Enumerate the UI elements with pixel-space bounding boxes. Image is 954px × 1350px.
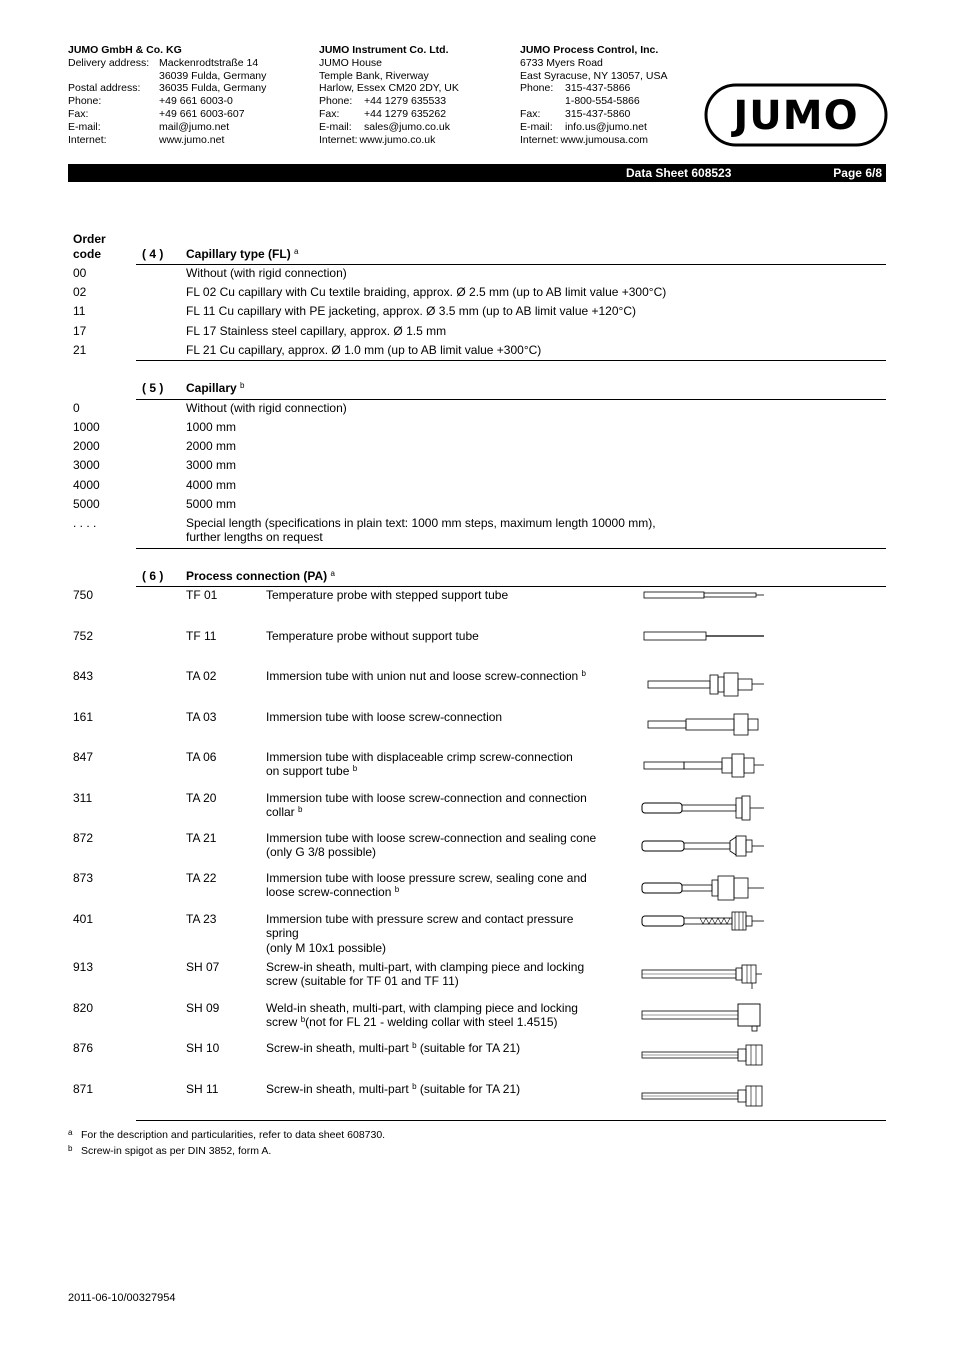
order-code: 311 <box>73 791 93 805</box>
option-text-cont: further lengths on request <box>186 530 323 544</box>
option-text: FL 02 Cu capillary with Cu textile braiding, approx. Ø 2.5 mm (up to AB limit value +300°C) <box>186 285 667 299</box>
section-number: ( 5 ) <box>142 381 164 395</box>
footnote-b: b Screw-in spigot as per DIN 3852, form A. <box>68 1144 272 1157</box>
option-text: Temperature probe without support tube <box>266 629 479 643</box>
order-code: 401 <box>73 912 94 926</box>
option-text-cont: (suitable for TA 21) <box>419 1041 521 1055</box>
screw-in-sheath-clamp-icon <box>640 962 770 992</box>
order-code: 876 <box>73 1041 94 1055</box>
option-text-cont: spring <box>266 926 299 940</box>
option-text-cont: (only M 10x1 possible) <box>266 941 387 955</box>
document-id: 2011-06-10/00327954 <box>68 1292 176 1304</box>
immersion-collar-icon <box>640 793 770 823</box>
option-text: 3000 mm <box>186 458 237 472</box>
option-text: Temperature probe with stepped support tube <box>266 588 509 602</box>
option-text: Immersion tube with loose pressure screw, sealing cone and <box>266 871 587 885</box>
option-text: FL 11 Cu capillary with PE jacketing, approx. Ø 3.5 mm (up to AB limit value +120°C) <box>186 304 636 318</box>
probe-plain-icon <box>640 627 770 647</box>
section-title: Capillary <box>186 381 237 395</box>
immersion-spring-icon <box>640 908 770 934</box>
option-text-cont: (suitable for TA 21) <box>419 1082 521 1096</box>
option-text-cont: on support tube <box>266 764 350 778</box>
order-code: 872 <box>73 831 94 845</box>
type-code: TF 01 <box>186 588 218 602</box>
svg-text:JUMO: JUMO <box>733 93 859 139</box>
type-code: SH 11 <box>186 1082 219 1096</box>
order-code: 750 <box>73 588 94 602</box>
order-code: 3000 <box>73 458 100 472</box>
weld-in-sheath-icon <box>640 1002 770 1034</box>
type-code: TA 23 <box>186 912 217 926</box>
option-text: Immersion tube with pressure screw and contact pressure <box>266 912 574 926</box>
option-text: Immersion tube with loose screw-connection and connection <box>266 791 587 805</box>
order-code: 752 <box>73 629 94 643</box>
option-text: 4000 mm <box>186 478 237 492</box>
screw-in-sheath-icon <box>640 1043 770 1069</box>
order-code: 17 <box>73 324 87 338</box>
order-code: . . . . <box>73 516 97 530</box>
immersion-sealing-cone-icon <box>640 833 770 861</box>
option-text: Weld-in sheath, multi-part, with clamping piece and locking <box>266 1001 578 1015</box>
option-text: Immersion tube with loose screw-connection <box>266 710 503 724</box>
option-text-cont: screw <box>266 1015 298 1029</box>
option-text: Without (with rigid connection) <box>186 266 347 280</box>
order-code: 11 <box>73 304 86 318</box>
order-code: 873 <box>73 871 94 885</box>
immersion-union-nut-icon <box>640 670 770 700</box>
option-text-cont: (only G 3/8 possible) <box>266 845 377 859</box>
type-code: SH 07 <box>186 960 220 974</box>
option-text-cont: collar <box>266 805 295 819</box>
type-code: TA 20 <box>186 791 217 805</box>
type-code: SH 09 <box>186 1001 220 1015</box>
type-code: SH 10 <box>186 1041 220 1055</box>
type-code: TA 21 <box>186 831 217 845</box>
company-uk: JUMO Instrument Co. Ltd. JUMO House Temple Bank, Riverway Harlow, Essex CM20 2DY, UK Phone: +44 1279 635533 Fax: +44 1279 635262 E-mail: sales@jumo.co.uk Internet: www.jumo.co.uk <box>319 44 459 146</box>
immersion-pressure-screw-icon <box>640 873 770 903</box>
section-number: ( 4 ) <box>142 247 164 261</box>
section-number: ( 6 ) <box>142 569 164 583</box>
order-code: 871 <box>73 1082 94 1096</box>
option-text: FL 17 Stainless steel capillary, approx. Ø 1.5 mm <box>186 324 447 338</box>
datasheet-number: Data Sheet 608523 <box>626 166 732 180</box>
company-us-name: JUMO Process Control, Inc. <box>520 44 659 56</box>
option-text-cont: (not for FL 21 - welding collar with steel 1.4515) <box>305 1015 558 1029</box>
option-text: Immersion tube with loose screw-connection and sealing cone <box>266 831 597 845</box>
company-us: JUMO Process Control, Inc. 6733 Myers Road East Syracuse, NY 13057, USA Phone: 315-437-5866 1-800-554-5866 Fax: 315-437-5860 E-mail: info.us@jumo.net Internet: www.jumousa.com <box>520 44 668 146</box>
company-de-name: JUMO GmbH & Co. KG <box>68 44 182 56</box>
company-de: JUMO GmbH & Co. KG Delivery address: Mackenrodtstraße 14 36039 Fulda, Germany Postal address: 36035 Fulda, Germany Phone: +49 661 6003-0 Fax: +49 661 6003-607 E-mail: mail@jumo.net Internet: www.jumo.net <box>68 44 267 146</box>
company-uk-name: JUMO Instrument Co. Ltd. <box>319 44 449 56</box>
jumo-logo <box>704 83 888 147</box>
type-code: TA 03 <box>186 710 217 724</box>
option-text: Immersion tube with displaceable crimp screw-connection <box>266 750 573 764</box>
type-code: TA 06 <box>186 750 217 764</box>
option-text: Special length (specifications in plain text: 1000 mm steps, maximum length 10000 mm), <box>186 516 656 530</box>
order-code-label-2: code <box>73 247 102 261</box>
option-text: Without (with rigid connection) <box>186 401 347 415</box>
type-code: TF 11 <box>186 629 217 643</box>
option-text-cont: screw (suitable for TF 01 and TF 11) <box>266 974 459 988</box>
order-code: 161 <box>73 710 94 724</box>
order-code: 913 <box>73 960 94 974</box>
page-number: Page 6/8 <box>833 166 882 180</box>
option-text-cont: loose screw-connection <box>266 885 392 899</box>
datasheet-bar <box>68 164 886 182</box>
order-code-label-1: Order <box>73 232 106 246</box>
option-text: FL 21 Cu capillary, approx. Ø 1.0 mm (up to AB limit value +300°C) <box>186 343 542 357</box>
type-code: TA 22 <box>186 871 217 885</box>
order-code: 2000 <box>73 439 100 453</box>
screw-in-sheath-hex-icon <box>640 1084 770 1110</box>
order-code: 21 <box>73 343 87 357</box>
order-code: 843 <box>73 669 94 683</box>
order-code: 1000 <box>73 420 100 434</box>
section-title: Capillary type (FL) <box>186 247 291 261</box>
option-text: 5000 mm <box>186 497 237 511</box>
footnote-a: a For the description and particularities, refer to data sheet 608730. <box>68 1128 386 1141</box>
option-text: Screw-in sheath, multi-part, with clamping piece and locking <box>266 960 585 974</box>
order-code: 820 <box>73 1001 94 1015</box>
option-text: 2000 mm <box>186 439 237 453</box>
order-code: 02 <box>73 285 87 299</box>
immersion-loose-screw-icon <box>640 711 770 739</box>
option-text: Screw-in sheath, multi-part <box>266 1041 409 1055</box>
order-code: 847 <box>73 750 94 764</box>
section-title: Process connection (PA) <box>186 569 328 583</box>
option-text: Immersion tube with union nut and loose screw-connection <box>266 669 579 683</box>
order-code: 5000 <box>73 497 100 511</box>
option-text: 1000 mm <box>186 420 237 434</box>
order-code: 00 <box>73 266 87 280</box>
immersion-crimp-icon <box>640 752 770 780</box>
probe-stepped-icon <box>640 586 770 606</box>
type-code: TA 02 <box>186 669 217 683</box>
order-code: 0 <box>73 401 80 415</box>
option-text: Screw-in sheath, multi-part <box>266 1082 409 1096</box>
order-code: 4000 <box>73 478 100 492</box>
